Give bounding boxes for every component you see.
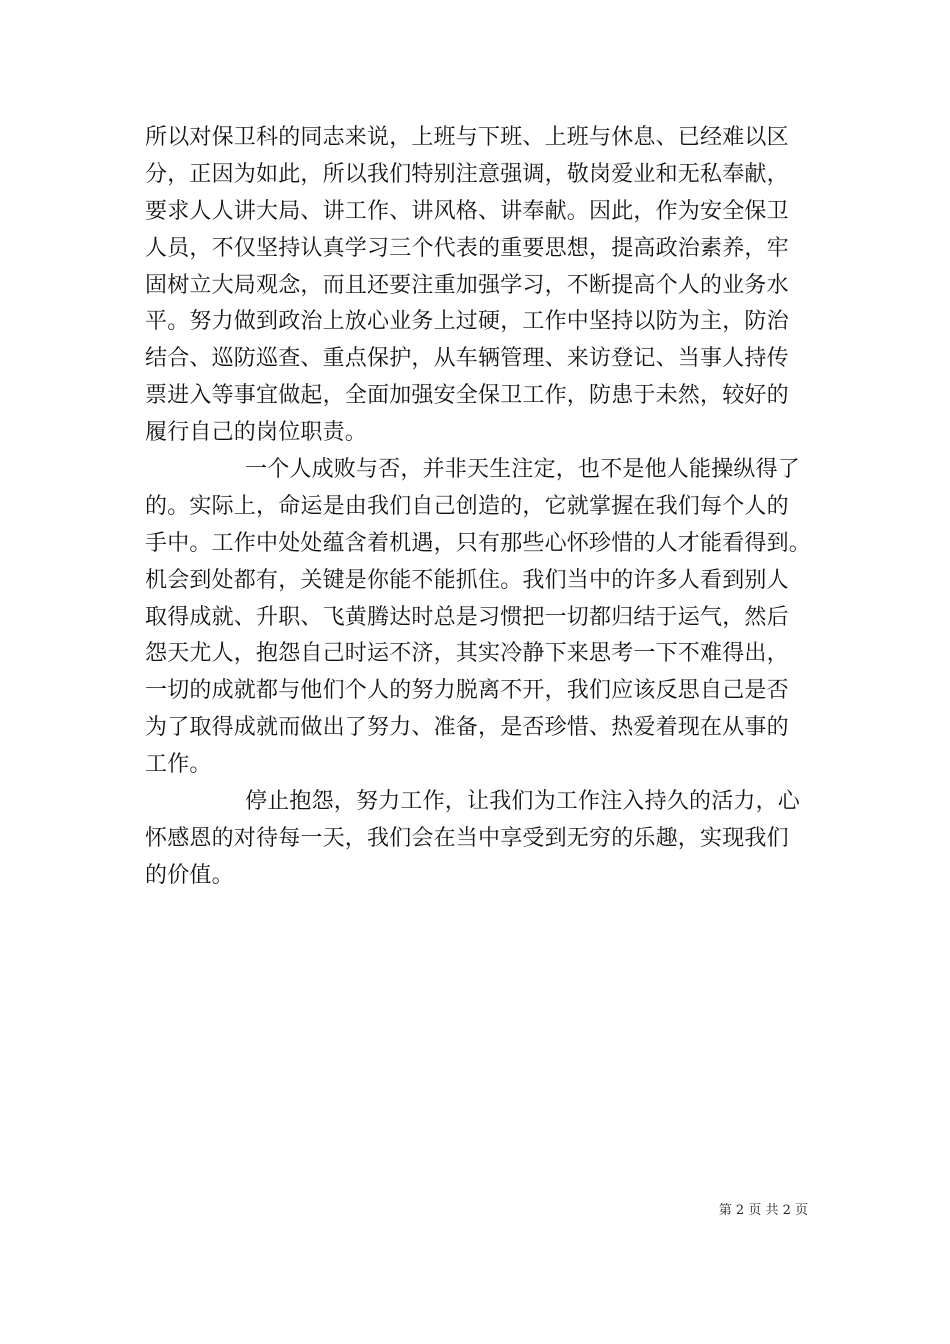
paragraph-3 [145,784,813,895]
text-line: 一切的成就都与他们个人的努力脱离不开，我们应该反思自己是否 [145,678,789,704]
text-line: 一个人成败与否，并非天生注定，也不是他人能操纵得了 [245,457,801,483]
text-line: 的。实际上，命运是由我们自己创造的，它就掌握在我们每个人的 [145,493,789,519]
text-line: 的价值。 [145,862,234,888]
text-line: 怀感恩的对待每一天，我们会在当中享受到无穷的乐趣，实现我们 [145,825,789,851]
text-line: 所以对保卫科的同志来说，上班与下班、上班与休息、已经难以区 [145,125,789,150]
text-line: 平。努力做到政治上放心业务上过硬，工作中坚持以防为主，防治 [145,309,789,335]
page-number-footer: 第 2 页 共 2 页 [718,1203,808,1218]
text-line: 分，正因为如此，所以我们特别注意强调，敬岗爱业和无私奉献， [145,161,789,187]
text-line: 工作。 [145,752,212,778]
text-line: 票进入等事宜做起，全面加强安全保卫工作，防患于未然，较好的 [145,383,789,409]
text-line: 机会到处都有，关键是你能不能抓住。我们当中的许多人看到别人 [145,567,789,593]
document-body [145,120,813,895]
text-line: 手中。工作中处处蕴含着机遇，只有那些心怀珍惜的人才能看得到。 [145,530,812,556]
text-line: 怨天尤人，抱怨自己时运不济，其实冷静下来思考一下不难得出， [145,641,789,667]
text-line: 为了取得成就而做出了努力、准备，是否珍惜、热爱着现在从事的 [145,715,789,741]
text-line: 结合、巡防巡查、重点保护，从车辆管理、来访登记、当事人持传 [145,346,789,372]
text-line: 人员，不仅坚持认真学习三个代表的重要思想，提高政治素养，牢 [145,235,789,261]
text-line: 取得成就、升职、飞黄腾达时总是习惯把一切都归结于运气，然后 [145,604,789,630]
text-line: 要求人人讲大局、讲工作、讲风格、讲奉献。因此，作为安全保卫 [145,198,789,224]
paragraph-2 [145,452,813,784]
paragraph-1 [145,120,813,452]
text-line: 履行自己的岗位职责。 [145,420,368,446]
text-line: 停止抱怨，努力工作，让我们为工作注入持久的活力，心 [245,789,801,815]
text-line: 固树立大局观念，而且还要注重加强学习，不断提高个人的业务水 [145,272,789,298]
